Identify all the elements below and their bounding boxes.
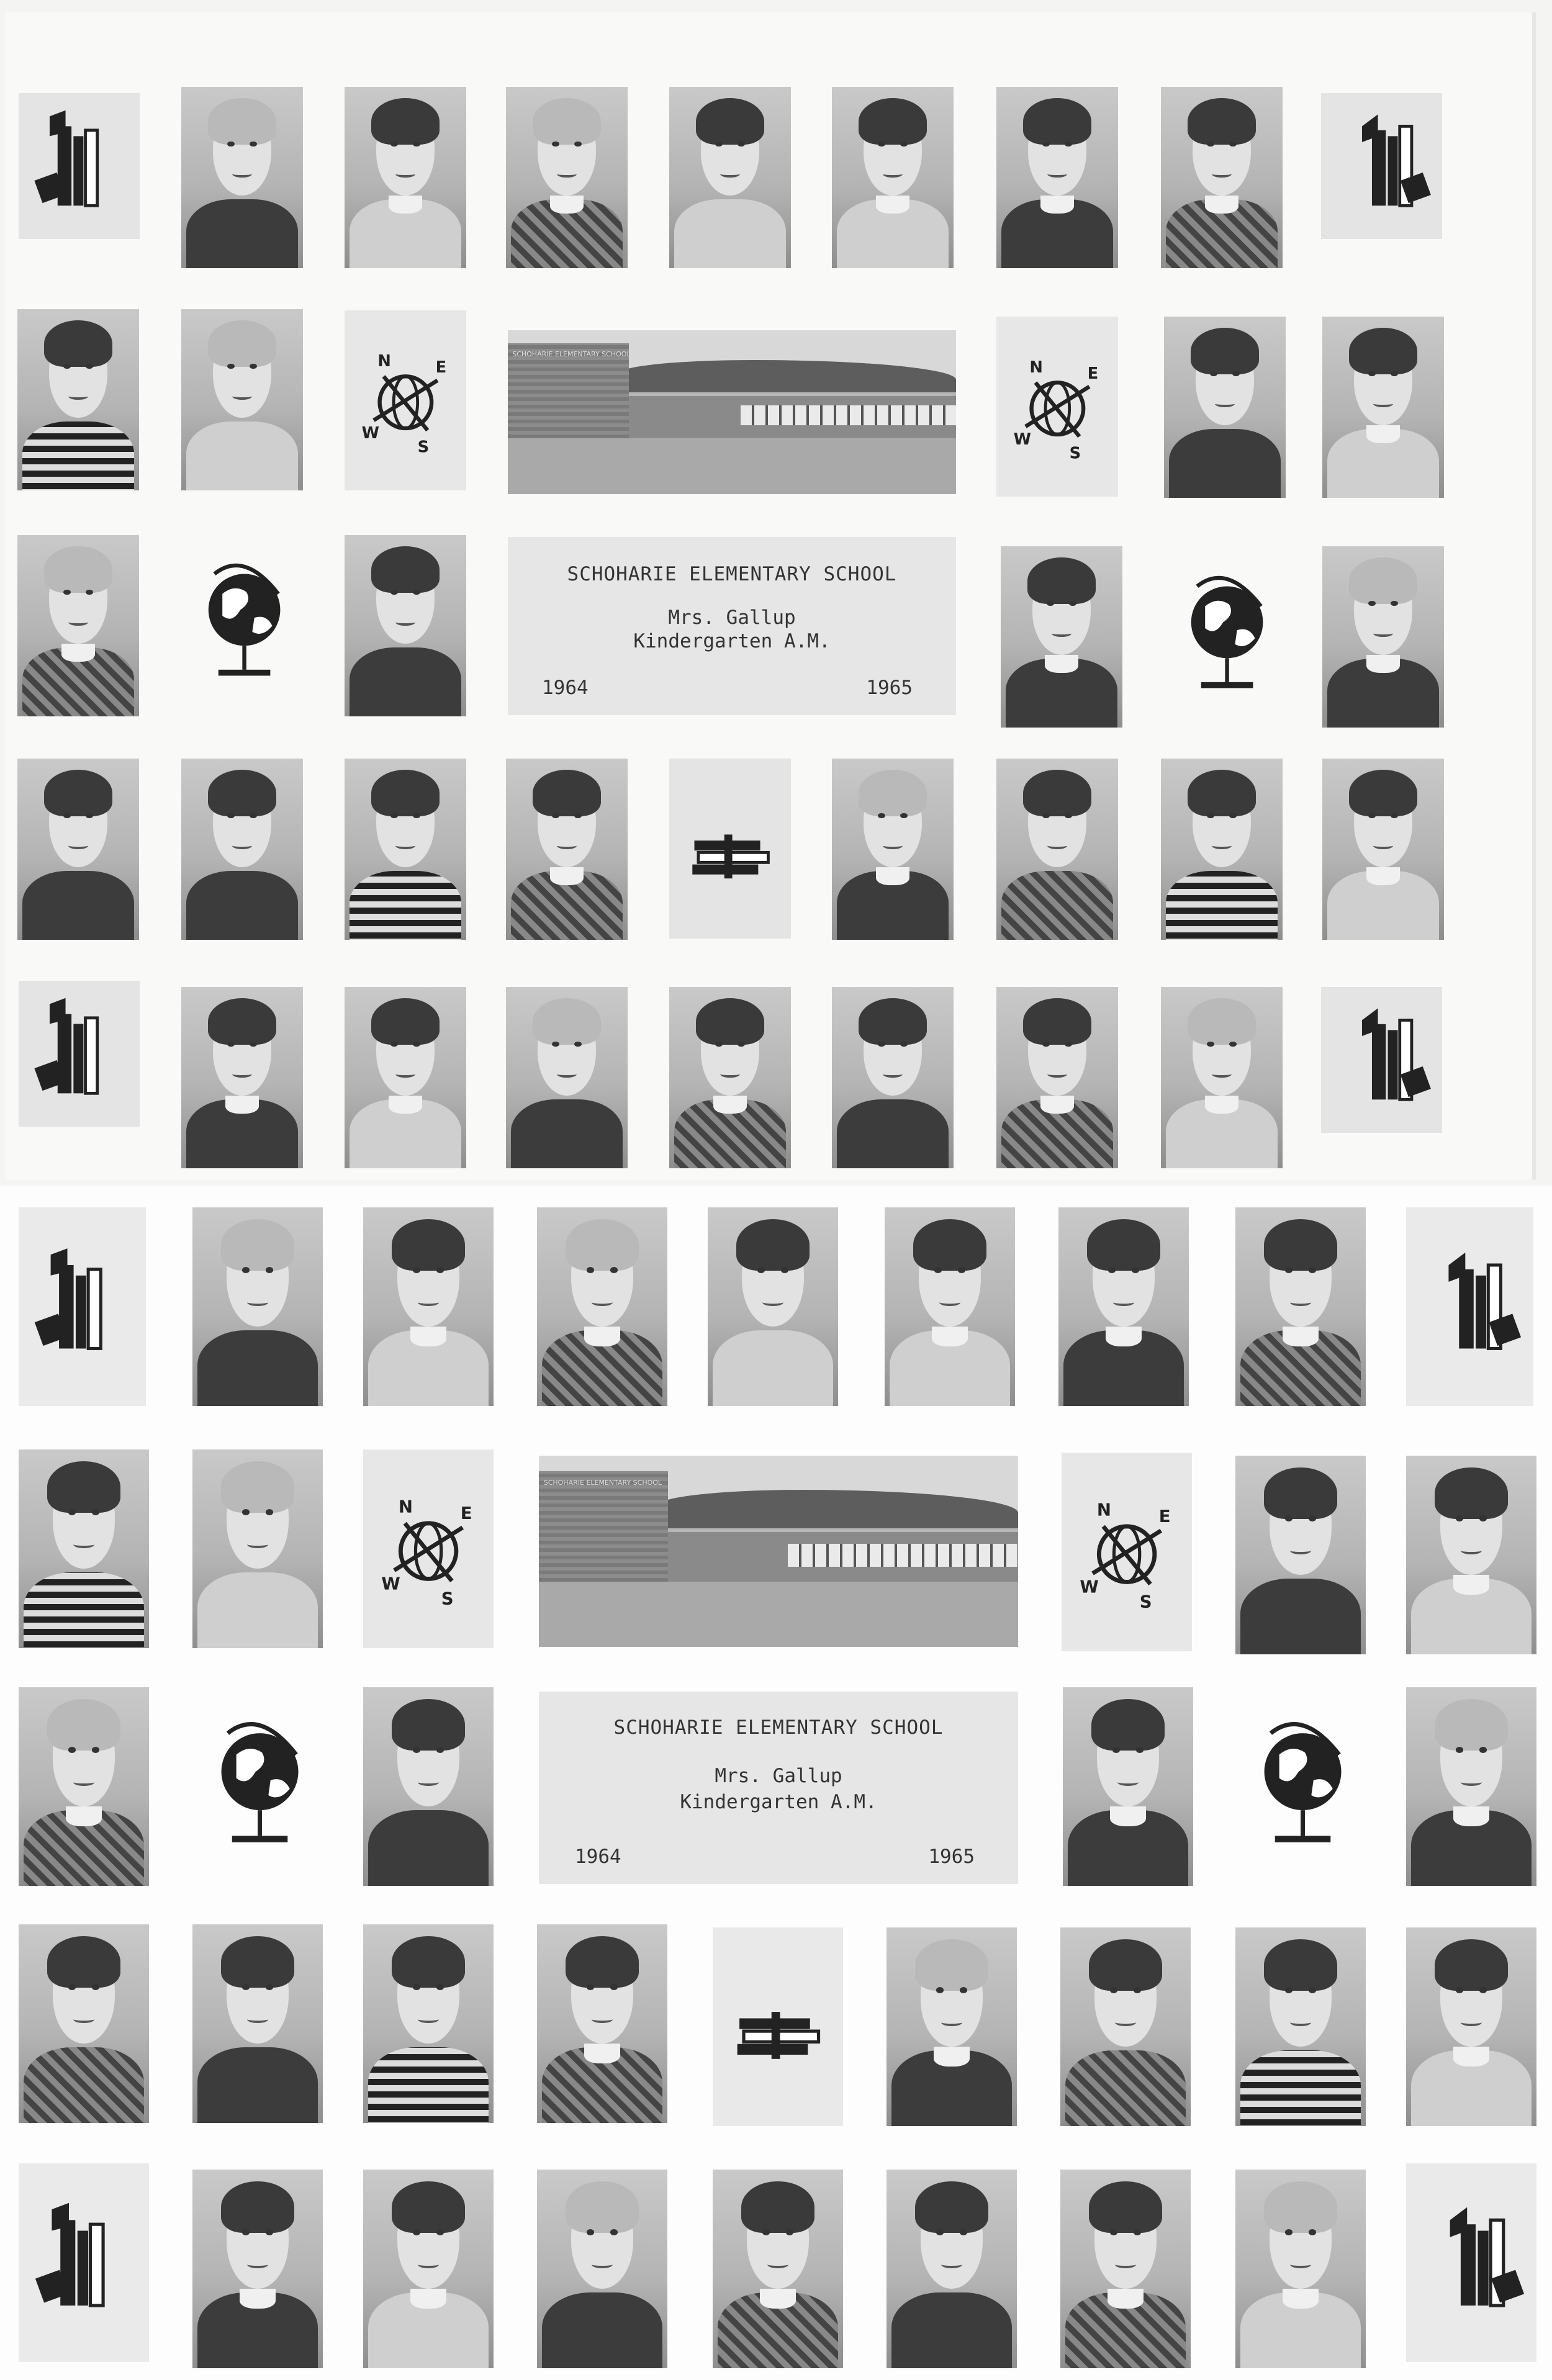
student-photo [1322,317,1444,498]
svg-text:E: E [435,358,446,377]
student-photo [192,1207,323,1406]
student-photo [1001,546,1122,728]
student-photo [1406,1927,1536,2126]
student-photo [181,87,303,268]
year-end: 1965 [928,1846,975,1868]
student-photo [713,2170,843,2368]
student-photo [192,2170,323,2368]
student-photo [19,1449,149,1648]
compass-e: E [460,1503,472,1523]
svg-text:N: N [377,352,391,371]
student-photo [537,2170,667,2368]
svg-text:E: E [1087,364,1098,383]
school-building-photo [508,330,956,494]
student-photo [345,759,466,940]
student-photo [17,759,139,940]
books-stack-icon [713,1927,843,2126]
student-photo [181,987,303,1168]
books-icon [1406,1207,1533,1406]
student-photo [832,759,954,940]
student-photo [669,987,791,1168]
student-photo [832,987,954,1168]
student-photo [17,535,139,716]
globe-icon [181,534,303,714]
compass-w: W [381,1574,400,1594]
student-photo [363,1924,494,2123]
student-photo [1235,2170,1366,2368]
student-photo [506,87,628,268]
student-photo [887,2170,1017,2368]
books-icon [1321,93,1442,239]
globe-icon [1164,546,1286,726]
year-end: 1965 [866,677,913,699]
svg-text:N: N [1029,358,1043,377]
student-photo [1161,759,1283,940]
student-photo [1235,1456,1366,1654]
student-photo [1235,1207,1366,1406]
compass-globe-icon [363,1449,494,1648]
compass-globe-icon [1062,1453,1192,1651]
student-photo [887,1927,1017,2126]
teacher-photo [669,87,791,268]
student-photo [1161,987,1283,1168]
class-title-card [508,537,956,715]
student-photo [1060,2170,1191,2368]
svg-text:N: N [1096,1500,1111,1520]
bottom-print [0,1186,1552,2380]
books-icon [19,1207,146,1406]
student-photo [1058,1207,1189,1406]
student-photo [363,1207,494,1406]
books-icon [1406,2163,1536,2362]
books-stack-icon [669,759,791,939]
compass-globe-icon [996,317,1118,497]
svg-text:W: W [1080,1577,1099,1597]
student-photo [181,309,303,490]
student-photo [17,309,139,490]
compass-globe-icon [345,310,466,490]
teacher-name: Mrs. Gallup [668,606,796,629]
svg-text:W: W [361,424,379,443]
student-photo [345,535,466,716]
student-photo [363,1687,494,1886]
student-photo [1060,1927,1191,2126]
school-sign: SCHOHARIE ELEMENTARY SCHOOL [512,349,631,358]
svg-text:W: W [1013,430,1031,449]
books-icon [1321,987,1442,1133]
student-photo [537,1924,667,2123]
student-photo [345,987,466,1168]
student-photo [1322,546,1444,728]
student-photo [885,1207,1015,1406]
student-photo [1164,317,1286,498]
year-start: 1964 [575,1846,621,1868]
svg-text:S: S [1139,1592,1152,1612]
globe-icon [192,1687,323,1886]
books-icon [19,93,140,239]
svg-text:S: S [1069,444,1081,463]
year-start: 1964 [542,677,589,699]
student-photo [506,759,628,940]
books-icon [19,981,140,1127]
student-photo [506,987,628,1168]
student-photo [996,987,1118,1168]
student-photo [832,87,954,268]
svg-text:S: S [417,438,429,457]
school-sign: SCHOHARIE ELEMENTARY SCHOOL [543,1478,662,1487]
teacher-photo [708,1207,838,1406]
svg-text:E: E [1158,1506,1171,1526]
student-photo [1406,1687,1536,1886]
student-photo [996,87,1118,268]
student-photo [192,1924,323,2123]
globe-icon [1235,1687,1366,1886]
class-name: Kindergarten A.M. [633,630,831,652]
compass-n: N [398,1497,413,1517]
class-name: Kindergarten A.M. [680,1791,877,1813]
top-print [0,0,1552,1186]
school-name: SCHOHARIE ELEMENTARY SCHOOL [567,563,897,585]
student-photo [192,1449,323,1648]
student-photo [19,1924,149,2123]
compass-s: S [441,1589,454,1609]
class-title-card [539,1692,1018,1884]
student-photo [1406,1456,1536,1654]
student-photo [363,2170,494,2368]
student-photo [181,759,303,940]
student-photo [19,1687,149,1886]
student-photo [1322,759,1444,940]
school-name: SCHOHARIE ELEMENTARY SCHOOL [613,1716,944,1739]
books-icon [19,2163,149,2362]
student-photo [996,759,1118,940]
student-photo [1063,1687,1193,1886]
school-building-photo [539,1456,1018,1647]
student-photo [345,87,466,268]
student-photo [1235,1927,1366,2126]
teacher-name: Mrs. Gallup [715,1765,842,1787]
student-photo [537,1207,667,1406]
student-photo [1161,87,1283,268]
